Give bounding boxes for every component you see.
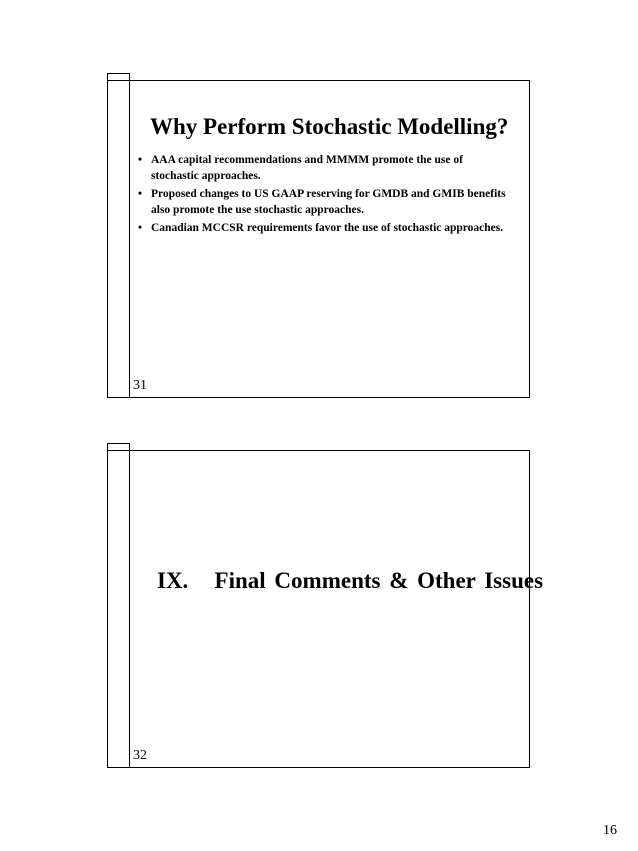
bullet-item — [138, 152, 508, 184]
slide-32 — [107, 450, 530, 768]
slide-32-section-title: IX. Final Comments & Other Issues — [157, 568, 544, 593]
slide-2-notes-bar — [107, 450, 130, 768]
slide-32-number: 32 — [133, 748, 147, 763]
page-number: 16 — [603, 823, 617, 838]
slide-31-title: Why Perform Stochastic Modelling? — [150, 114, 509, 139]
bullet-item — [138, 220, 508, 236]
bullet-dot-icon: • — [138, 188, 143, 200]
bullet-dot-icon: • — [138, 222, 143, 234]
bullet-text: AAA capital recommendations and MMMM promote the use of stochastic approaches. — [151, 154, 463, 182]
bullet-text: Proposed changes to US GAAP reserving for GMDB and GMIB benefits also promote the use stochastic approaches. — [151, 188, 506, 216]
slide-31-number: 31 — [133, 378, 147, 393]
bullet-item — [138, 186, 508, 218]
slide-1-notes-bar — [107, 80, 130, 398]
bullet-dot-icon: • — [138, 154, 143, 166]
bullet-text: Canadian MCCSR requirements favor the use of stochastic approaches. — [151, 222, 504, 234]
slide-31-bullet-list — [138, 152, 508, 238]
